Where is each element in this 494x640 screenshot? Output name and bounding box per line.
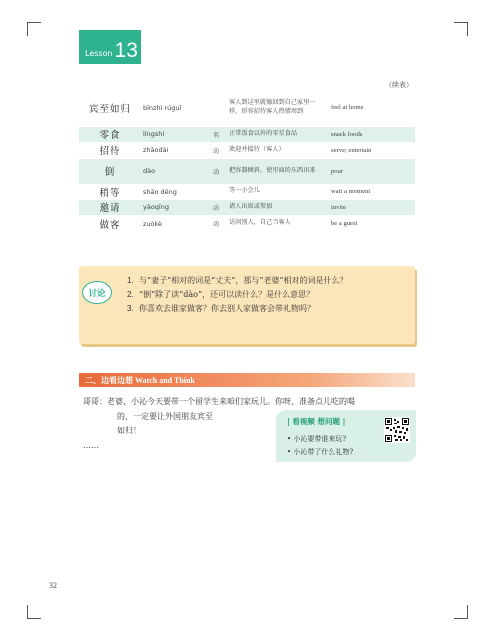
vocab-row <box>79 126 415 142</box>
vocab-definition: 正常饭食以外的零星食品 <box>227 126 329 142</box>
discussion-question: 2. “倒”除了读“dào”，还可以读什么？是什么意思？ <box>127 290 315 299</box>
discussion-icon: 讨论 <box>82 281 112 304</box>
vocab-word: 做客 <box>79 215 141 232</box>
vocab-definition: 把容器倾斜，使里面的东西出来 <box>227 158 329 184</box>
lesson-number: 13 <box>114 39 138 62</box>
vocab-word: 零食 <box>79 126 141 142</box>
vocab-english: wait a moment <box>329 184 415 199</box>
vocab-english: be a guest <box>329 215 415 232</box>
vocab-english: feel at home <box>329 90 415 126</box>
dialog-ellipsis: …… <box>83 440 99 450</box>
vocab-part-of-speech: 名 <box>205 126 227 142</box>
vocab-part-of-speech: 动 <box>205 158 227 184</box>
vocab-word: 招待 <box>79 142 141 158</box>
watch-question: • 小沁要带谁来玩? <box>287 435 347 443</box>
crop-mark <box>467 22 468 36</box>
vocab-definition: 访问别人，自己当客人 <box>227 215 329 232</box>
watch-question: • 小沁带了什么礼物? <box>287 448 354 456</box>
vocab-part-of-speech <box>205 90 227 126</box>
vocab-definition: 欢迎并接待（客人） <box>227 142 329 158</box>
vocab-word: 稍等 <box>79 184 141 199</box>
vocab-part-of-speech: 动 <box>205 199 227 215</box>
vocab-pinyin: bīnzhì rúguī <box>141 90 205 126</box>
vocab-part-of-speech: 动 <box>205 215 227 232</box>
qr-code-graphic <box>385 418 409 442</box>
vocab-word: 邀请 <box>79 199 141 215</box>
vocab-pinyin: zhāodài <box>141 142 205 158</box>
vocab-row <box>79 90 415 126</box>
vocab-english: invite <box>329 199 415 215</box>
vocab-pinyin: yāoqǐng <box>141 199 205 215</box>
vocab-pinyin: língshí <box>141 126 205 142</box>
vocab-word: 宾至如归 <box>79 90 141 126</box>
discussion-question: 1. 与“妻子”相对的词是“丈夫”，那与“老婆”相对的词是什么？ <box>127 276 348 285</box>
qr-code-icon[interactable] <box>384 417 410 443</box>
vocab-definition: 客人到这里就像回到自己家里一样，形容招待客人热情周到 <box>227 90 329 126</box>
continued-label: （续表） <box>385 81 413 89</box>
vocab-row <box>79 215 415 232</box>
discussion-questions <box>127 274 412 316</box>
crop-mark <box>454 22 468 23</box>
lesson-badge <box>79 30 141 64</box>
vocab-row <box>79 199 415 215</box>
page-number: 32 <box>49 581 57 590</box>
watch-title: | 看视频 想问题 | <box>287 417 346 426</box>
section-title-cn: 二、边看边想 <box>85 375 133 385</box>
watch-and-think-box <box>276 410 416 462</box>
discussion-question: 3. 你喜欢去谁家做客？你去别人家做客会带礼物吗？ <box>127 304 315 313</box>
vocab-word: 倒 <box>79 158 141 184</box>
crop-mark <box>27 22 41 23</box>
dialog-line: 的，一定要让外国朋友宾至 <box>117 411 213 421</box>
vocab-english: serve; entertain <box>329 142 415 158</box>
vocabulary-table <box>79 90 415 233</box>
crop-mark <box>467 605 468 619</box>
vocab-row <box>79 184 415 199</box>
crop-mark <box>454 618 468 619</box>
discussion-box <box>79 266 415 344</box>
vocab-part-of-speech: 动 <box>205 142 227 158</box>
crop-mark <box>27 605 28 619</box>
vocab-pinyin: zuòkè <box>141 215 205 232</box>
vocab-pinyin: dào <box>141 158 205 184</box>
vocab-definition: 等一小会儿 <box>227 184 329 199</box>
vocab-row <box>79 158 415 184</box>
dialog-line: 哥哥：老婆，小沁今天要带一个留学生来咱们家玩儿。你呀，准备点儿吃的喝 <box>83 397 355 406</box>
vocab-english: pour <box>329 158 415 184</box>
lesson-label: Lesson <box>85 49 113 58</box>
vocab-row <box>79 142 415 158</box>
crop-mark <box>27 22 28 36</box>
vocab-english: snack foods <box>329 126 415 142</box>
crop-mark <box>27 618 41 619</box>
section-title-en: Watch and Think <box>135 375 195 385</box>
vocab-part-of-speech <box>205 184 227 199</box>
dialog-line: 如归！ <box>117 426 141 435</box>
section-heading <box>79 373 415 387</box>
vocab-definition: 请人出席或参加 <box>227 199 329 215</box>
vocab-pinyin: shāo děng <box>141 184 205 199</box>
